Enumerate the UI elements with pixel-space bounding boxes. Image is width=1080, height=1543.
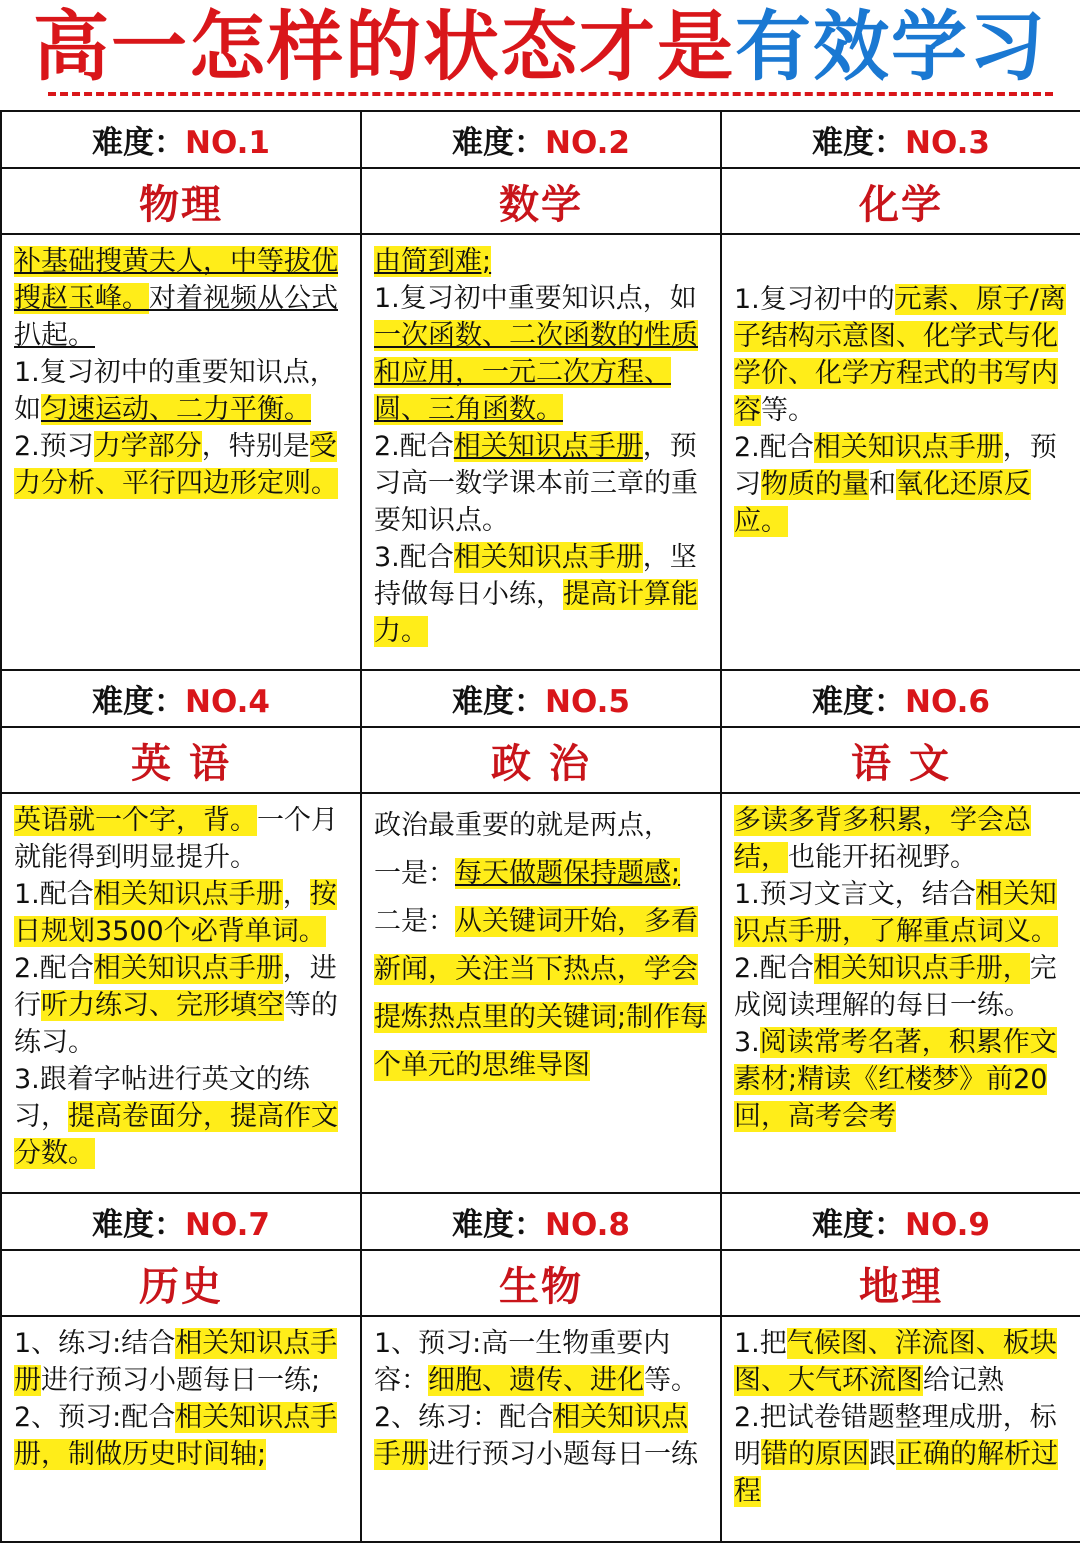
politics-text: 一是： xyxy=(374,858,455,889)
subject-title-math: 数学 xyxy=(361,168,721,234)
math-text: 相关知识点手册 xyxy=(453,431,643,462)
content-math xyxy=(361,234,721,670)
difficulty-rank: NO.7 xyxy=(185,1207,270,1243)
chinese-text: 多读多背多积累，学会总结， xyxy=(734,805,1031,873)
history-text: 1、练习:结合 xyxy=(14,1328,176,1359)
math-text: 提高计算能力。 xyxy=(374,579,698,647)
physics-text: 1.复习初中的重要知识点，如 xyxy=(14,357,337,425)
title-dashed-divider xyxy=(48,92,1053,96)
math-text: ，预习高一数学课本前三章的重要知识点。 xyxy=(374,431,698,536)
geography-text: 跟 xyxy=(869,1439,896,1470)
biology-text: 进行预习小题每日一练 xyxy=(428,1439,698,1470)
math-text: 一次函数、二次函数的性质和应用，一元二次方程、圆、三角函数。 xyxy=(374,320,698,425)
chinese-text: 3. xyxy=(734,1027,760,1058)
subject-title-biology: 生物 xyxy=(361,1250,721,1316)
difficulty-cell-english xyxy=(1,670,361,727)
content-chemistry xyxy=(721,234,1080,670)
difficulty-rank: NO.6 xyxy=(905,684,990,720)
english-text: 等的练习。 xyxy=(14,990,338,1058)
physics-text: 匀速运动、二力平衡。 xyxy=(41,394,311,425)
content-geography xyxy=(721,1316,1080,1542)
geography-text: 正确的解析过程 xyxy=(734,1439,1058,1507)
math-text: 3.配合 xyxy=(374,542,454,573)
biology-text: 2、练习：配合 xyxy=(374,1402,554,1433)
biology-text: 等。 xyxy=(644,1365,698,1396)
subject-title-politics: 政 治 xyxy=(361,727,721,793)
math-text: 1.复习初中重要知识点，如 xyxy=(374,283,697,314)
difficulty-label: 难度： xyxy=(452,1207,546,1243)
difficulty-cell-physics xyxy=(1,111,361,168)
geography-text: 气候图、洋流图、板块图、大气环流图 xyxy=(734,1328,1057,1396)
subject-grid xyxy=(0,110,1080,1543)
difficulty-rank: NO.9 xyxy=(905,1207,990,1243)
content-english xyxy=(1,793,361,1193)
english-text: 相关知识点手册 xyxy=(93,879,283,910)
chinese-text: 相关知识点手册， xyxy=(813,953,1030,984)
biology-text: 相关知识点手册 xyxy=(374,1402,689,1470)
chinese-text: 2.配合 xyxy=(734,953,814,984)
chinese-text: 阅读常考名著，积累作文素材;精读《红楼梦》前20回，高考会考 xyxy=(734,1027,1057,1132)
english-text: 一个月就能得到明显提升。 xyxy=(14,805,338,873)
difficulty-label: 难度： xyxy=(92,684,186,720)
english-text: 听力练习、完形填空 xyxy=(41,990,284,1021)
difficulty-label: 难度： xyxy=(92,125,186,161)
english-text: ， xyxy=(282,879,310,910)
geography-text: 错的原因 xyxy=(761,1439,869,1470)
chemistry-text: 等。 xyxy=(761,395,815,426)
difficulty-cell-geography xyxy=(721,1193,1080,1250)
english-text: 相关知识点手册 xyxy=(93,953,283,984)
english-text: 2.配合 xyxy=(14,953,94,984)
chinese-text: 相关知识点手册，了解重点词义。 xyxy=(734,879,1058,947)
difficulty-cell-chinese xyxy=(721,670,1080,727)
difficulty-cell-biology xyxy=(361,1193,721,1250)
page-title xyxy=(0,4,1080,90)
title-part-blue: 有效学习 xyxy=(735,2,1047,91)
difficulty-rank: NO.4 xyxy=(185,684,270,720)
history-text: 相关知识点手册，制做历史时间轴; xyxy=(14,1402,338,1470)
math-text: ，坚持做每日小练， xyxy=(374,542,697,610)
difficulty-label: 难度： xyxy=(812,125,906,161)
english-text: ，进行 xyxy=(14,953,337,1021)
english-text: 1.配合 xyxy=(14,879,94,910)
title-part-red: 高一怎样的状态才是 xyxy=(33,2,735,91)
chinese-text: 也能开拓视野。 xyxy=(788,842,977,873)
biology-text: 1、预习:高一生物重要内容： xyxy=(374,1328,671,1396)
history-text: 进行预习小题每日一练; xyxy=(41,1365,321,1396)
subject-title-chinese: 语 文 xyxy=(721,727,1080,793)
difficulty-rank: NO.5 xyxy=(545,684,630,720)
difficulty-rank: NO.1 xyxy=(185,125,270,161)
difficulty-rank: NO.3 xyxy=(905,125,990,161)
chinese-text: 1.预习文言文，结合 xyxy=(734,879,976,910)
content-history xyxy=(1,1316,361,1542)
difficulty-label: 难度： xyxy=(812,684,906,720)
subject-title-english: 英 语 xyxy=(1,727,361,793)
geography-text: 2.把试卷错题整理成册，标明 xyxy=(734,1402,1057,1470)
difficulty-label: 难度： xyxy=(92,1207,186,1243)
english-text: 提高卷面分，提高作文分数。 xyxy=(14,1101,338,1169)
english-text: 英语就一个字，背。 xyxy=(14,805,257,836)
difficulty-cell-politics xyxy=(361,670,721,727)
physics-text: 受力分析、平行四边形定则。 xyxy=(14,431,338,499)
politics-text: 每天做题保持题感; xyxy=(455,858,681,889)
math-text: 由简到难; xyxy=(374,246,492,277)
subject-title-geography: 地理 xyxy=(721,1250,1080,1316)
difficulty-label: 难度： xyxy=(812,1207,906,1243)
english-text: 3.跟着字帖进行英文的练习， xyxy=(14,1064,310,1132)
subject-title-physics: 物理 xyxy=(1,168,361,234)
difficulty-rank: NO.2 xyxy=(545,125,630,161)
subject-title-history: 历史 xyxy=(1,1250,361,1316)
physics-text: 2.预习 xyxy=(14,431,94,462)
physics-text: 补基础搜黄夫人，中等拔优搜赵玉峰。 xyxy=(14,246,338,314)
difficulty-rank: NO.8 xyxy=(545,1207,630,1243)
chemistry-text: 元素、原子/离子结构示意图、化学式与化学价、化学方程式的书写内容 xyxy=(734,284,1066,426)
politics-text: 政治最重要的就是两点， xyxy=(374,810,671,841)
content-chinese xyxy=(721,793,1080,1193)
chemistry-text: 氧化还原反应。 xyxy=(734,469,1031,537)
physics-text: ，特别是 xyxy=(201,431,310,462)
chemistry-text: 物质的量 xyxy=(761,469,869,500)
history-text: 相关知识点手册 xyxy=(14,1328,338,1396)
difficulty-cell-history xyxy=(1,1193,361,1250)
math-text: 相关知识点手册 xyxy=(453,542,643,573)
difficulty-label: 难度： xyxy=(452,125,546,161)
content-biology xyxy=(361,1316,721,1542)
math-text: 2.配合 xyxy=(374,431,454,462)
content-physics xyxy=(1,234,361,670)
geography-text: 给记熟 xyxy=(923,1365,1004,1396)
difficulty-cell-math xyxy=(361,111,721,168)
politics-text: 从关键词开始，多看新闻，关注当下热点，学会提炼热点里的关键词;制作每个单元的思维导图 xyxy=(374,906,708,1081)
chemistry-text: 1.复习初中的 xyxy=(734,284,895,315)
history-text: 2、预习:配合 xyxy=(14,1402,176,1433)
subject-title-chemistry: 化学 xyxy=(721,168,1080,234)
politics-text: 二是： xyxy=(374,906,455,937)
chemistry-text: 相关知识点手册 xyxy=(813,432,1003,463)
physics-text: 力学部分 xyxy=(93,431,202,462)
chemistry-text: ，预习 xyxy=(734,432,1057,500)
chemistry-text: 和 xyxy=(869,469,896,500)
difficulty-label: 难度： xyxy=(452,684,546,720)
physics-text: 对着视频从公式扒起。 xyxy=(14,283,338,351)
content-politics xyxy=(361,793,721,1193)
chemistry-text: 2.配合 xyxy=(734,432,814,463)
chinese-text: 完成阅读理解的每日一练。 xyxy=(734,953,1057,1021)
difficulty-cell-chemistry xyxy=(721,111,1080,168)
english-text: 按日规划3500个必背单词。 xyxy=(14,879,337,947)
geography-text: 1.把 xyxy=(734,1328,787,1359)
biology-text: 细胞、遗传、进化 xyxy=(428,1365,644,1396)
